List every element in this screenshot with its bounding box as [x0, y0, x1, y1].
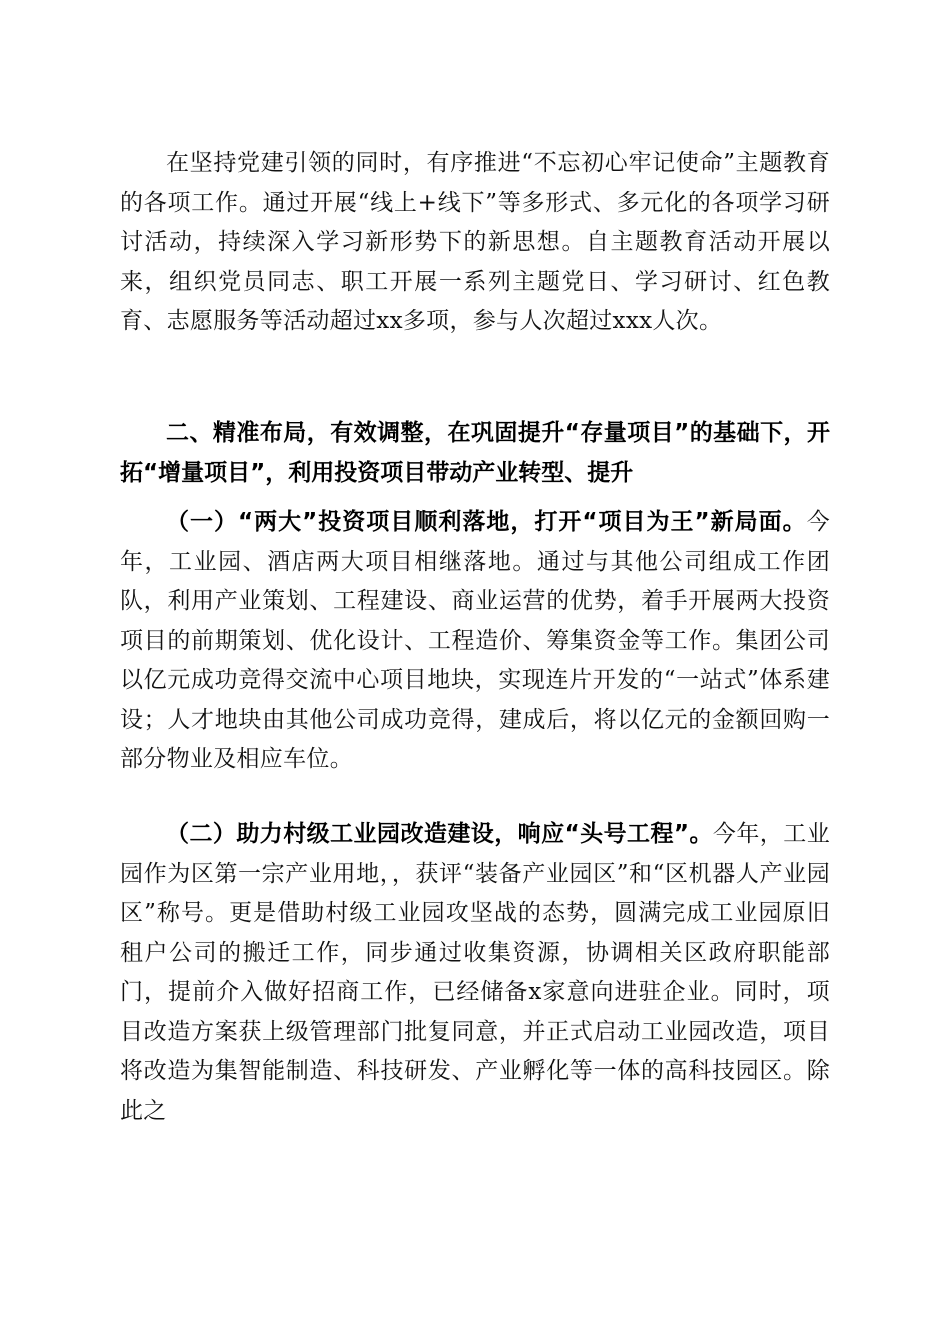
item-1-body: 今年，工业园、酒店两大项目相继落地。通过与其他公司组成工作团队，利用产业策划、工程建设、商业运营的优势，着手开展两大投资项目的前期策划、优化设计、工程造价、筹集资金等工作。集团公司以亿元成功竞得交流中心项目地块，实现连片开发的“一站式”体系建设；人才地块由其他公司成功竞得，建成后，将以亿元的金额回购一部分物业及相应车位。 — [120, 509, 830, 772]
paragraph-intro: 在坚持党建引领的同时，有序推进“不忘初心牢记使命”主题教育的各项工作。通过开展“线上+线下”等多形式、多元化的各项学习研讨活动，持续深入学习新形势下的新思想。自主题教育活动开展以来，组织党员同志、职工开展一系列主题党日、学习研讨、红色教育、志愿服务等活动超过xx多项，参与人次超过xxx人次。 — [120, 150, 830, 334]
item-1-lead: （一）“两大”投资项目顺利落地，打开“项目为王”新局面。 — [166, 509, 807, 535]
section-heading-2: 二、精准布局，有效调整，在巩固提升“存量项目”的基础下，开拓“增量项目”，利用投资项目带动产业转型、提升 — [120, 420, 830, 486]
item-2-body: 今年，工业园作为区第一宗产业用地，，获评“装备产业园区”和“区机器人产业园区”称号。更是借助村级工业园攻坚战的态势，圆满完成工业园原旧租户公司的搬迁工作，同步通过收集资源，协调相关区政府职能部门，提前介入做好招商工作，已经储备x家意向进驻企业。同时，项目改造方案获上级管理部门批复同意，并正式启动工业园改造，项目将改造为集智能制造、科技研发、产业孵化等一体的高科技园区。除此之 — [120, 821, 831, 1124]
paragraph-item-1 — [120, 503, 830, 780]
item-2-lead: （二）助力村级工业园改造建设，响应“头号工程”。 — [166, 821, 713, 847]
paragraph-item-2 — [120, 815, 830, 1131]
